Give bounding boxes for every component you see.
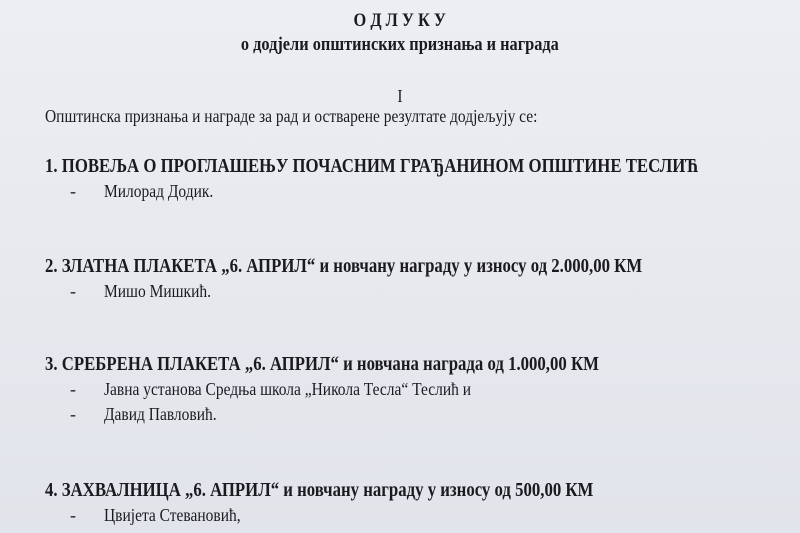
intro-text: Општинска признања и награде за рад и остварене резултате додјељују се: [45, 106, 538, 126]
document-title: О Д Л У К У [353, 10, 447, 31]
bullet-dash: - [70, 379, 76, 399]
recipient: Јавна установа Средња школа „Никола Тесла“ Теслић и [104, 379, 472, 399]
document-subtitle: о додјели општинских признања и награда [241, 34, 559, 55]
bullet-dash: - [70, 404, 76, 424]
award-heading-2: 2. ЗЛАТНА ПЛАКЕТА „6. АПРИЛ“ и новчану награду у износу од 2.000,00 КМ [45, 256, 643, 277]
award-heading-4: 4. ЗАХВАЛНИЦА „6. АПРИЛ“ и новчану награду у износу од 500,00 КМ [45, 480, 594, 501]
bullet-dash: - [70, 505, 76, 525]
award-heading-1: 1. ПОВЕЉА О ПРОГЛАШЕЊУ ПОЧАСНИМ ГРАЂАНИНОМ ОПШТИНЕ ТЕСЛИЋ [45, 156, 699, 177]
recipient: Цвијета Стевановић, [104, 505, 241, 525]
bullet-dash: - [70, 281, 76, 301]
award-heading-3: 3. СРЕБРЕНА ПЛАКЕТА „6. АПРИЛ“ и новчана награда од 1.000,00 КМ [45, 354, 599, 375]
bullet-dash: - [70, 181, 76, 201]
recipient: Милорад Додик. [104, 181, 214, 201]
recipient: Давид Павловић. [104, 404, 217, 424]
recipient: Мишо Мишкић. [104, 281, 211, 301]
section-number: I [397, 86, 403, 106]
